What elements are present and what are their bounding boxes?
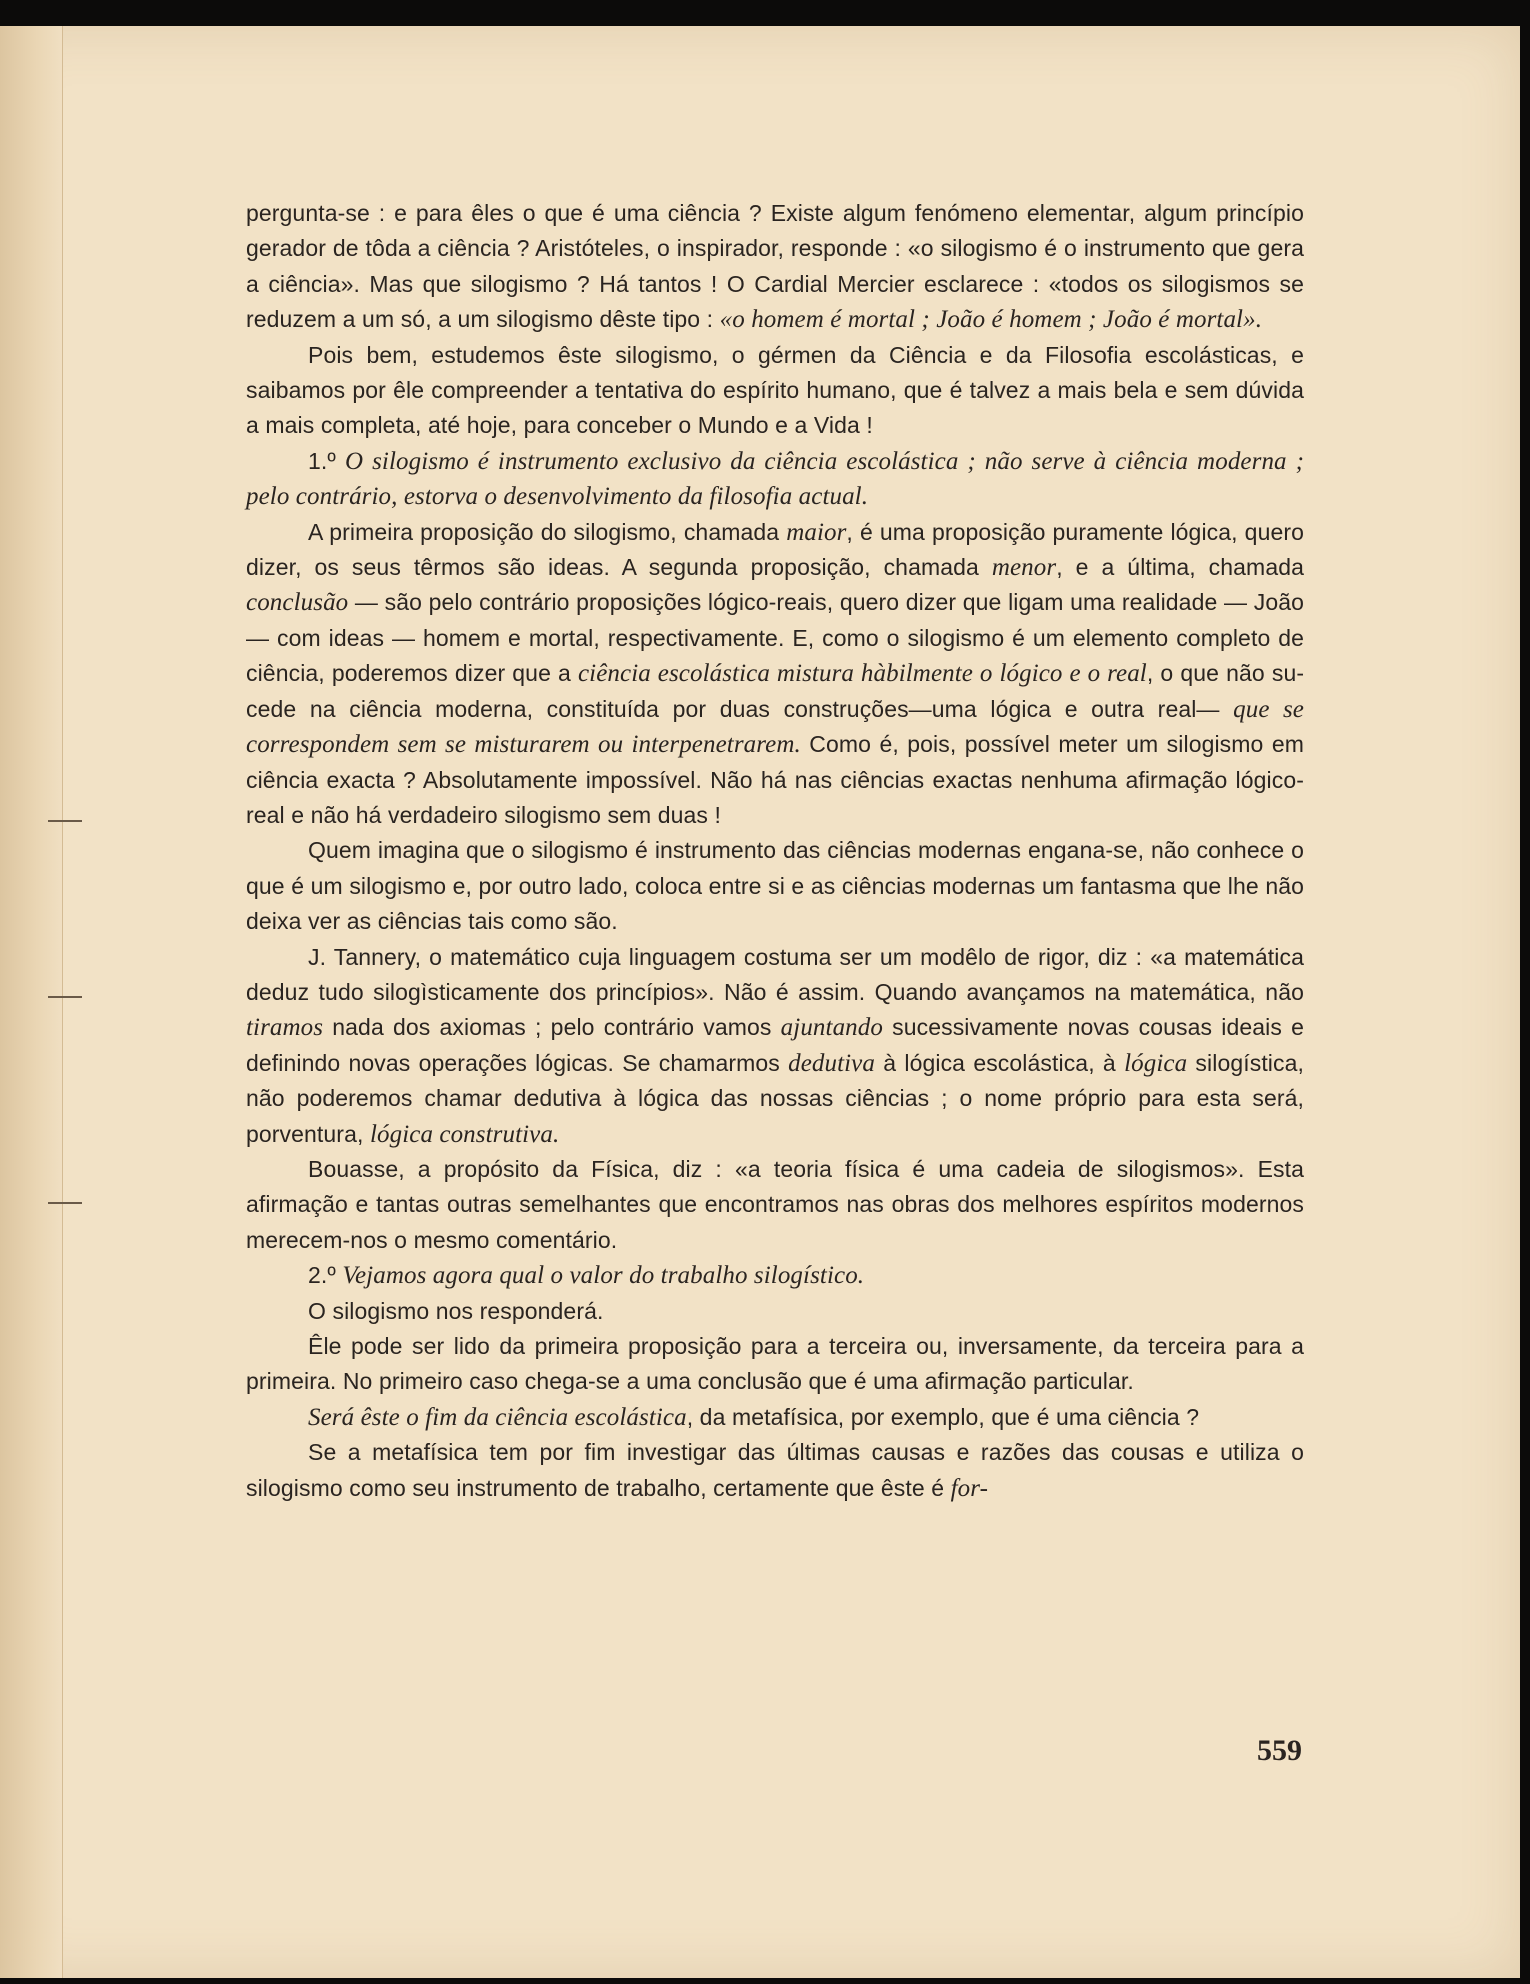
- italic-run: ajuntando: [780, 1014, 883, 1042]
- binding-mark: [48, 1202, 82, 1204]
- italic-run: ciência escolástica mistura hàbilmente o lógico e o real: [577, 660, 1147, 688]
- page-number: 559: [1257, 1734, 1302, 1767]
- paragraph: [246, 1258, 1304, 1293]
- book-page: [0, 26, 1520, 1978]
- italic-run: maior: [786, 518, 847, 546]
- text-run: Como é, pois, possível meter um silogismo em ciência exacta ? Absolutamente impossível. Não há nas ciências exactas nenhuma afirmação lógico-real e não há verdadeiro silogismo sem duas !: [246, 731, 1305, 828]
- text-run: à lógica escolástica, à: [874, 1049, 1125, 1076]
- text-run: A primeira proposição do silogismo, chamada: [308, 518, 787, 545]
- text-run: nada dos axiomas ; pelo contrário vamos: [323, 1014, 781, 1041]
- text-run: Bouasse, a propósito da Física, diz : «a teoria física é uma cadeia de silogismos». Esta afirmação e tantas outras semelhantes que encontramos nas obras dos melhores espíritos modernos merecem-nos o mesmo comentário.: [246, 1155, 1304, 1253]
- binding-mark: [48, 996, 82, 998]
- text-run: , o que não sucede na ciência moderna, constituída por duas construções—uma lógica e outra real—: [246, 660, 1305, 722]
- text-run: , e a última, chamada: [1056, 554, 1304, 581]
- text-run: 1.º: [308, 447, 345, 474]
- paragraph: [246, 196, 1304, 338]
- text-run: — são pelo contrário proposições lógico-reais, quero dizer que ligam uma realidade — João — com ideas — homem e mortal, respectivamente. E, como o silogismo é um elemento completo de ciência, poderemos dizer que a: [246, 589, 1304, 687]
- text-run: O silogismo nos responderá.: [308, 1297, 604, 1324]
- text-run: , da metafísica, por exemplo, que é uma ciência ?: [686, 1403, 1200, 1430]
- text-run: 2.º: [308, 1262, 343, 1289]
- italic-run: «o homem é mortal ; João é homem ; João é mortal».: [719, 306, 1263, 334]
- italic-run: Será êste o fim da ciência escolástica: [308, 1403, 687, 1431]
- italic-run: lógica: [1124, 1049, 1188, 1077]
- italic-run: menor: [991, 554, 1057, 582]
- paragraph: [246, 833, 1304, 939]
- page-gutter: [0, 26, 63, 1978]
- body-text: [246, 196, 1304, 1506]
- text-run: Êle pode ser lido da primeira proposição para a terceira ou, inversamente, da terceira para a primeira. No primeiro caso chega-se a uma conclusão que é uma afirmação particular.: [246, 1333, 1304, 1395]
- text-run: Pois bem, estudemos êste silogismo, o gérmen da Ciência e da Filosofia escolásticas, e saibamos por êle compreender a tentativa do espírito humano, que é talvez a mais bela e sem dúvida a mais completa, até hoje, para conceber o Mundo e a Vida !: [246, 341, 1304, 439]
- paragraph: [246, 515, 1304, 834]
- italic-run: Vejamos agora qual o valor do trabalho silogístico.: [342, 1262, 865, 1290]
- italic-run: conclusão: [246, 589, 349, 617]
- text-run: pergunta-se : e para êles o que é uma ciência ? Existe algum fenómeno elementar, algum princípio gerador de tôda a ciência ? Aristóteles, o inspirador, responde : «o silogismo é o instrumento que gera a ciência». Mas que silogismo ? Há tantos ! O Cardial Mercier esclarece : «todos os silogismos se reduzem a um só, a um silogismo dêste tipo :: [246, 200, 1304, 333]
- text-run: silogística, não poderemos chamar dedutiva à lógica das nossas ciências ; o nome próprio para esta será, porventura,: [246, 1049, 1304, 1147]
- text-run: J. Tannery, o matemático cuja linguagem costuma ser um modêlo de rigor, diz : «a matemática deduz tudo silogìsticamente dos princípios». Não é assim. Quando avançamos na matemática, não: [246, 943, 1304, 1005]
- paragraph: [246, 338, 1304, 444]
- italic-run: for-: [950, 1474, 989, 1502]
- paragraph: [246, 1400, 1304, 1435]
- italic-run: dedutiva: [788, 1049, 875, 1077]
- text-run: Quem imagina que o silogismo é instrumento das ciências modernas engana-se, não conhece o que é um silogismo e, por outro lado, coloca entre si e as ciências modernas um fantasma que lhe não deixa ver as ciências tais como são.: [246, 837, 1304, 935]
- paragraph: [246, 1294, 1304, 1329]
- paragraph: [246, 1435, 1304, 1506]
- paragraph: [246, 940, 1304, 1152]
- paragraph: [246, 1329, 1304, 1400]
- text-run: Se a metafísica tem por fim investigar das últimas causas e razões das cousas e utiliza o silogismo como seu instrumento de trabalho, certamente que êste é: [246, 1439, 1304, 1501]
- text-run: , é uma proposição puramente lógica, quero dizer, os seus têrmos são ideas. A segunda proposição, chamada: [246, 518, 1304, 581]
- italic-run: lógica construtiva.: [369, 1120, 560, 1148]
- text-run: sucessivamente novas cousas ideais e definindo novas operações lógicas. Se chamarmos: [246, 1014, 1304, 1076]
- italic-run: que se correspondem sem se misturarem ou interpenetrarem.: [246, 695, 1304, 759]
- binding-mark: [48, 820, 82, 822]
- paragraph: [246, 1152, 1304, 1258]
- italic-run: O silogismo é instrumento exclusivo da ciência escolástica ; não serve à ciência moderna ; pelo contrário, estorva o desenvolvimento da filosofia actual.: [246, 447, 1305, 511]
- paragraph: [246, 444, 1304, 515]
- italic-run: tiramos: [246, 1014, 324, 1042]
